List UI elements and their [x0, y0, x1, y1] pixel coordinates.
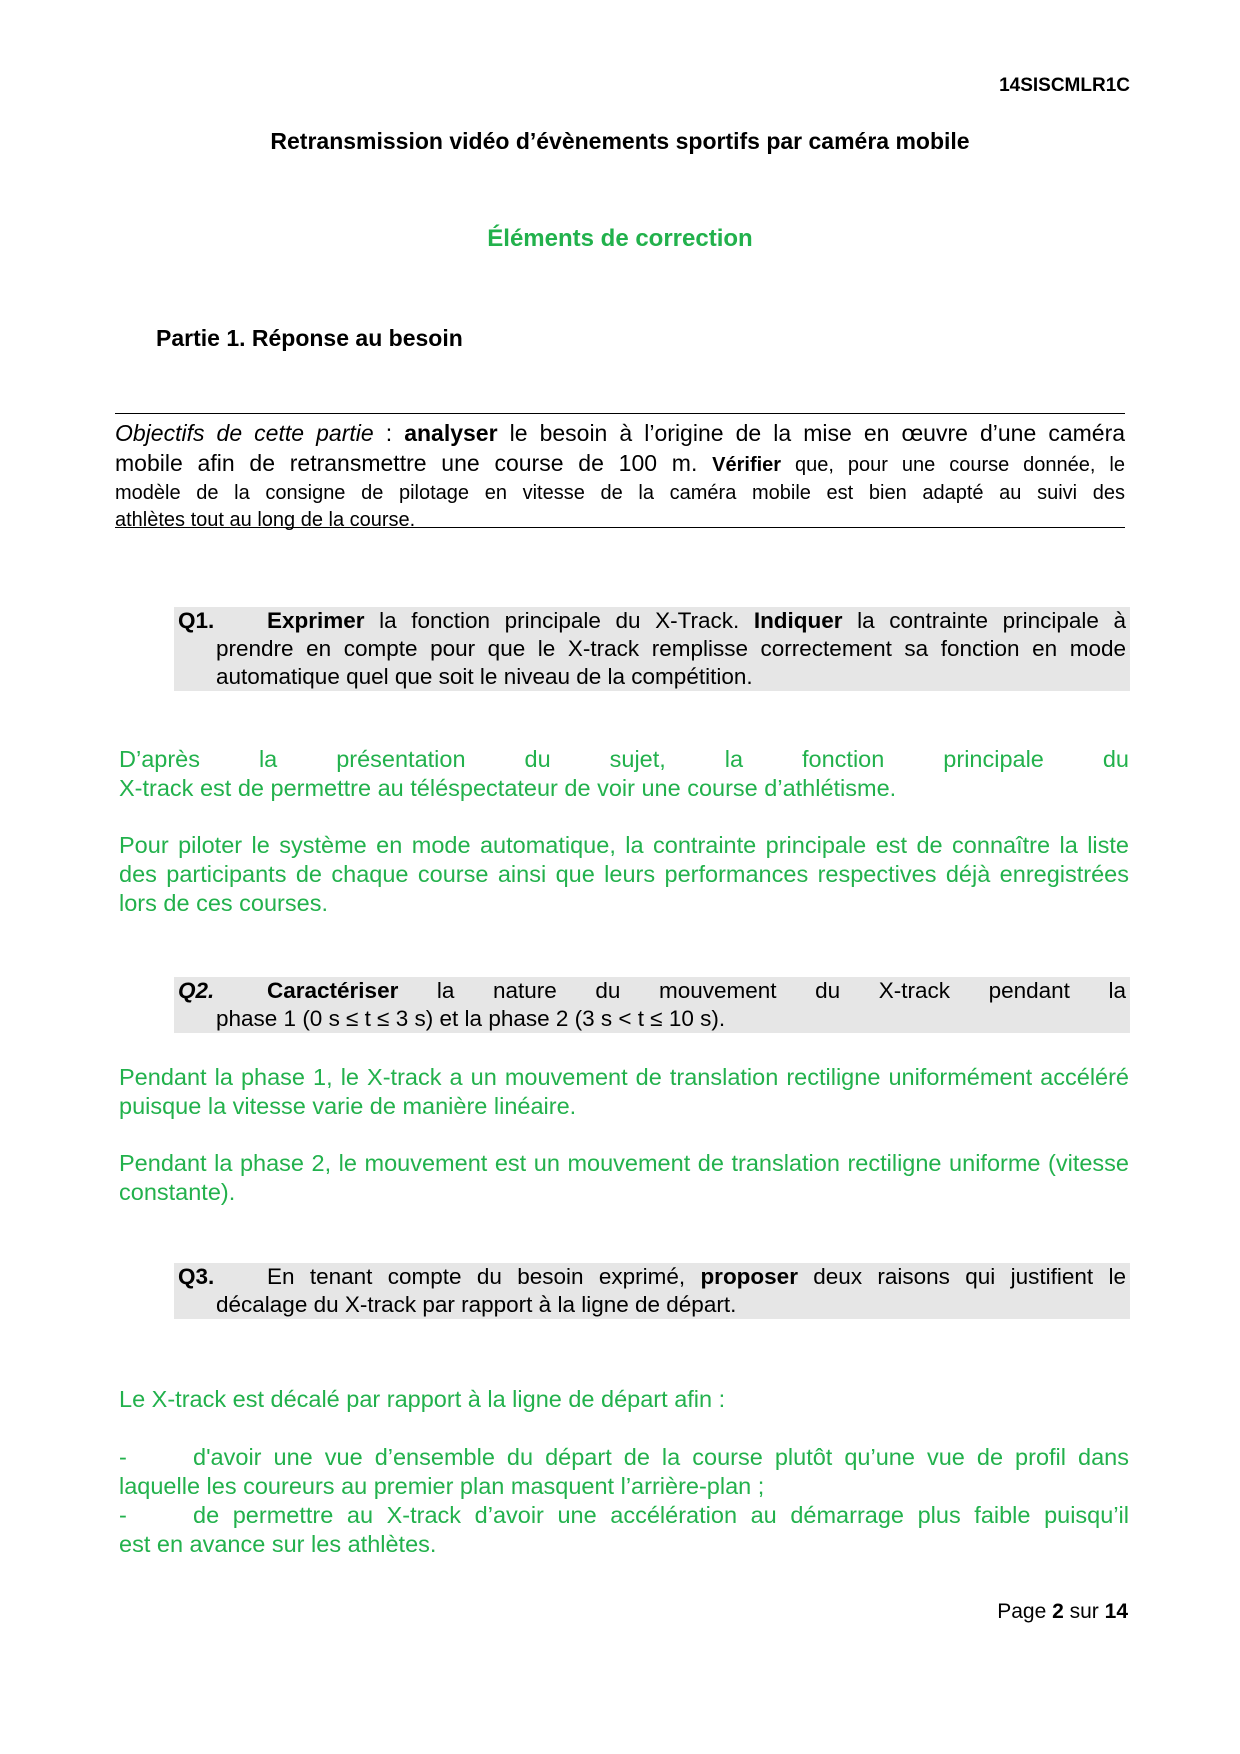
question-number: Q1. [178, 608, 215, 633]
list-item: - d'avoir une vue d’ensemble du départ de la course plutôt qu’une vue de profil dans [119, 1444, 1129, 1470]
document-subtitle: Éléments de correction [487, 225, 753, 252]
answer-q2-phase1: Pendant la phase 1, le X-track a un mouvement de translation rectiligne uniformément accéléré puisque la vitesse varie de manière linéaire. [119, 1064, 1129, 1119]
list-item: - de permettre au X-track d’avoir une accélération au démarrage plus faible puisqu’il [119, 1502, 1129, 1528]
verb-analyser: analyser [404, 420, 498, 446]
answer-q3-intro: Le X-track est décalé par rapport à la ligne de départ afin : [119, 1386, 726, 1412]
question-q3: Q3. En tenant compte du besoin exprimé, proposer deux raisons qui justifient le décalage du X-track par rapport à la ligne de départ. [174, 1263, 1130, 1319]
question-q1: Q1. Exprimer la fonction principale du X-Track. Indiquer la contrainte principale à prendre en compte pour que le X-track remplisse correctement sa fonction en mode automatique quel que soit le niveau de la compétition. [174, 607, 1130, 691]
answer-q1: D’après la présentation du sujet, la fonction principale du X-track est de permettre au téléspectateur de voir une course d’athlétisme. [119, 746, 1129, 801]
verb-verifier: Vérifier [712, 454, 782, 476]
document-code: 14SISCMLR1C [999, 75, 1130, 96]
question-number: Q3. [178, 1264, 215, 1289]
question-q2: Q2. Caractériser la nature du mouvement du X-track pendant la phase 1 (0 s ≤ t ≤ 3 s) et la phase 2 (3 s < t ≤ 10 s). [174, 977, 1130, 1033]
objectives-box: Objectifs de cette partie : analyser le besoin à l’origine de la mise en œuvre d’une caméra mobile afin de retransmettre une course de 100 m. Vérifier que, pour une course donnée, le modèle de la consigne de pilotage en vitesse de la caméra mobile est bien adapté au suivi des athlètes tout au long de la course. [115, 413, 1125, 528]
answer-q1-constraint: Pour piloter le système en mode automatique, la contrainte principale est de connaître la liste des participants de chaque course ainsi que leurs performances respectives déjà enregistrées lors de ces courses. [119, 832, 1129, 916]
answer-q3-list: - d'avoir une vue d’ensemble du départ de la course plutôt qu’une vue de profil dans laquelle les coureurs au premier plan masquent l’arrière-plan ; - de permettre au X-track d’avoir une accélération au démarrage plus faible puisqu’il est en avance sur les athlètes. [119, 1444, 1129, 1557]
answer-q2-phase2: Pendant la phase 2, le mouvement est un mouvement de translation rectiligne uniforme (vitesse constante). [119, 1150, 1129, 1205]
part-heading: Partie 1. Réponse au besoin [156, 325, 463, 351]
document-title: Retransmission vidéo d’évènements sportifs par caméra mobile [270, 128, 970, 154]
page-number: Page 2 sur 14 [997, 1600, 1128, 1623]
objectives-label: Objectifs de cette partie [115, 420, 374, 446]
question-number: Q2. [178, 978, 215, 1003]
